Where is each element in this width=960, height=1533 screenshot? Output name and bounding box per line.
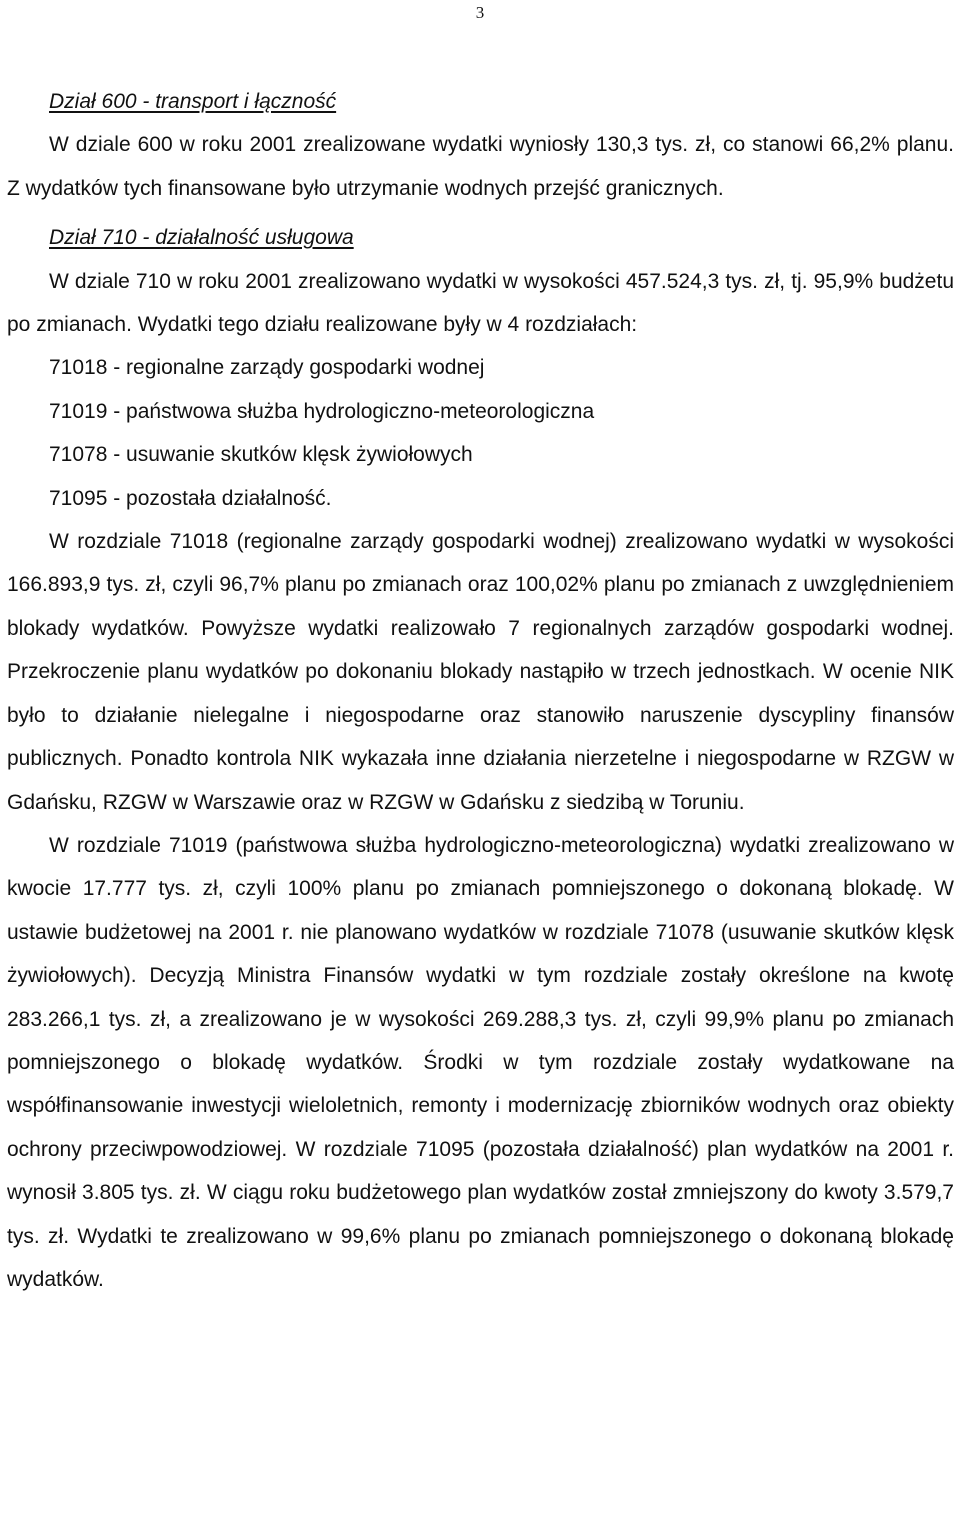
chapter-item-71095: 71095 - pozostała działalność. — [49, 486, 332, 510]
paragraph-71019: W rozdziale 71019 (państwowa służba hydrologiczno-meteorologiczna) wydatki zrealizowano w kwocie 17.777 tys. zł, czyli 100% planu po zmianach pomniejszonego o dokonaną blokadę. W ustawie budżetowej na 2001 r. nie planowano wydatków w rozdziale 71078 (usuwanie skutków klęsk żywiołowych). Decyzją Ministra Finansów wydatki w tym rozdziale zostały określone na kwotę 283.266,1 tys. zł, a zrealizowano je w wysokości 269.288,3 tys. zł, czyli 99,9% planu po zmianach pomniejszonego o blokadę wydatków. Środki w tym rozdziale zostały wydatkowane na współfinansowanie inwestycji wieloletnich, remonty i modernizację zbiorników wodnych oraz obiekty ochrony przeciwpowodziowej. W rozdziale 71095 (pozostała działalność) plan wydatków na 2001 r. wynosił 3.805 tys. zł. W ciągu roku budżetowego plan wydatków został zmniejszony do kwoty 3.579,7 tys. zł. Wydatki te zrealizowano w 99,6% planu po zmianach pomniejszonego o dokonaną blokadę wydatków. — [7, 833, 954, 1291]
section-heading-710: Dział 710 - działalność usługowa — [49, 226, 354, 250]
paragraph-600: W dziale 600 w roku 2001 zrealizowane wydatki wyniosły 130,3 tys. zł, co stanowi 66,2% planu. Z wydatków tych finansowane było utrzymanie wodnych przejść granicznych. — [7, 133, 954, 200]
chapter-item-71019: 71019 - państwowa służba hydrologiczno-meteorologiczna — [49, 399, 595, 423]
paragraph-710: W dziale 710 w roku 2001 zrealizowano wydatki w wysokości 457.524,3 tys. zł, tj. 95,9% budżetu po zmianach. Wydatki tego działu realizowane były w 4 rozdziałach: — [7, 269, 954, 337]
document-body — [7, 80, 954, 1301]
chapter-item-71018: 71018 - regionalne zarządy gospodarki wodnej — [49, 356, 485, 380]
paragraph-71018: W rozdziale 71018 (regionalne zarządy gospodarki wodnej) zrealizowano wydatki w wysokości 166.893,9 tys. zł, czyli 96,7% planu po zmianach oraz 100,02% planu po zmianach z uwzględnieniem blokady wydatków. Powyższe wydatki realizowało 7 regionalnych zarządów gospodarki wodnej. Przekroczenie planu wydatków po dokonaniu blokady nastąpiło w trzech jednostkach. W ocenie NIK było to działanie nielegalne i niegospodarne oraz stanowiło naruszenie dyscypliny finansów publicznych. Ponadto kontrola NIK wykazała inne działania nierzetelne i niegospodarne w RZGW w Gdańsku, RZGW w Warszawie oraz w RZGW w Gdańsku z siedzibą w Toruniu. — [7, 530, 954, 814]
chapter-list — [7, 346, 954, 520]
chapter-item-71078: 71078 - usuwanie skutków klęsk żywiołowych — [49, 443, 473, 467]
section-heading-600: Dział 600 - transport i łączność — [49, 90, 337, 113]
page-number: 3 — [475, 3, 485, 22]
